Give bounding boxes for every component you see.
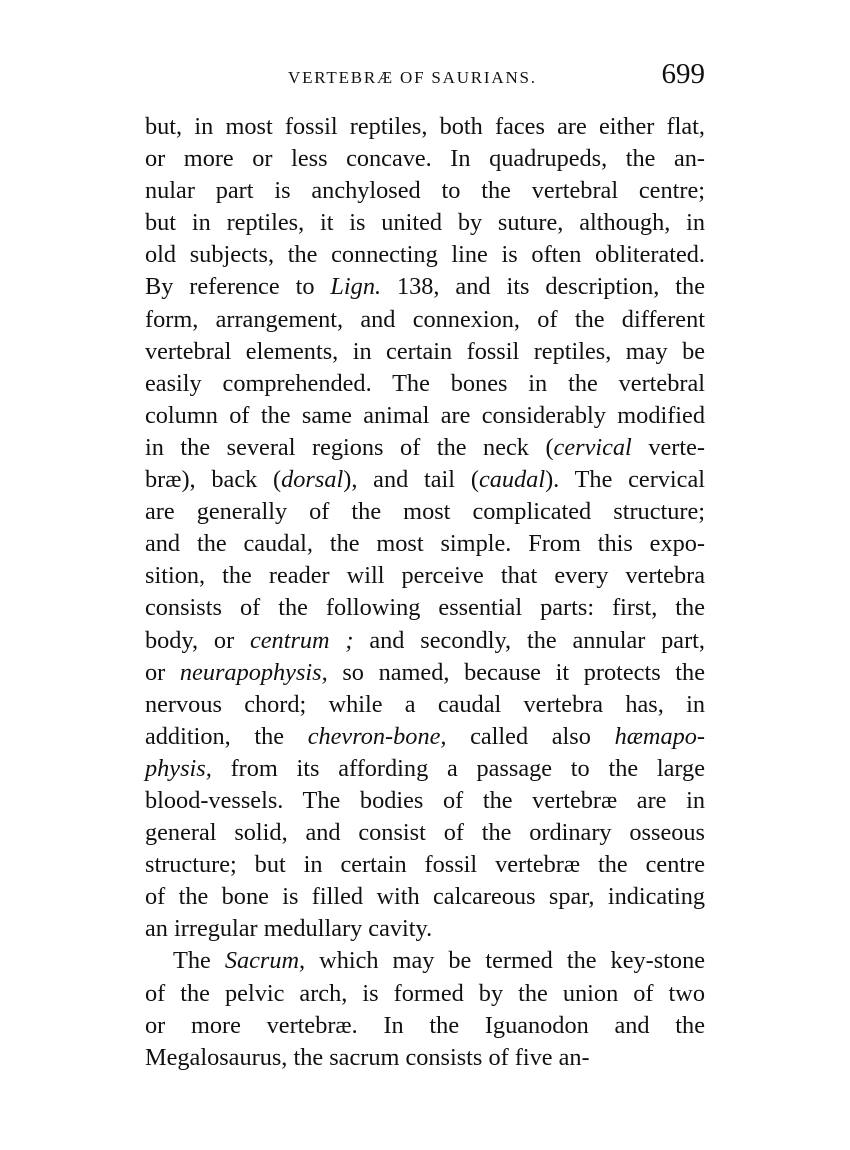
text-line [145,368,705,400]
text-line [145,592,705,624]
text-run: called also [446,722,615,750]
text-run: but, in most fossil reptiles, both faces are either flat, [145,113,705,140]
text-line [145,528,705,560]
text-run: or [145,658,180,686]
text-line [145,271,705,303]
text-line [145,304,705,336]
text-line [145,913,705,945]
text-run: general solid, and consist of the ordinary osseous [145,819,705,847]
running-title: VERTEBRÆ OF SAURIANS. [288,68,537,87]
text-run: The [173,947,225,975]
text-run: column of the same animal are considerably modified [145,401,705,429]
italic-term: cervical [553,433,632,461]
text-run: of the bone is filled with calcareous spar, indicating [145,883,705,911]
text-line [145,657,705,689]
italic-term: physis, [145,754,212,782]
text-run: and the caudal, the most simple. From this expo- [145,530,705,558]
italic-term: hæmapo- [614,722,705,750]
text-run: of the pelvic arch, is formed by the union of two [145,979,705,1007]
text-line [145,978,705,1010]
running-head [145,58,705,94]
text-line [145,207,705,239]
text-line [145,239,705,271]
text-run: which may be termed the key-stone [305,947,706,975]
text-run: so named, because it protects the [327,658,705,686]
paragraph-vertebrae-structure [145,111,705,945]
text-line [145,464,705,496]
text-run: or more or less concave. In quadrupeds, the an- [145,145,705,173]
text-line [145,336,705,368]
text-run: addition, the [145,722,308,750]
text-run: verte- [631,433,705,461]
text-line [145,945,705,977]
italic-term: neurapophysis, [179,658,328,686]
text-line [145,753,705,785]
page-number: 699 [661,58,705,90]
text-run: from its affording a passage to the large [211,754,705,782]
text-run: are generally of the most complicated structure; [145,498,705,526]
body-text [145,111,705,1074]
text-run: in the several regions of the neck ( [145,433,554,461]
text-run: ). The cervical [545,466,706,494]
text-run: old subjects, the connecting line is often obliterated. [145,241,705,269]
text-run: structure; but in certain fossil vertebræ the centre [145,851,705,879]
text-run: easily comprehended. The bones in the vertebral [145,369,705,397]
text-run: or more vertebræ. In the Iguanodon and the [145,1011,705,1039]
text-line [145,689,705,721]
text-line [145,881,705,913]
text-run: 138, and its description, the [381,273,705,301]
italic-term: Sacrum, [224,947,306,975]
italic-term: Lign. [330,273,382,301]
italic-term: centrum ; [249,626,354,654]
text-run: Megalosaurus, the sacrum consists of five an- [145,1043,590,1071]
text-line [145,625,705,657]
italic-term: chevron-bone, [307,722,447,750]
text-line [145,111,705,143]
text-run: vertebral elements, in certain fossil reptiles, may be [145,337,705,365]
text-run: By reference to [145,273,331,301]
text-line [145,496,705,528]
text-run: blood-vessels. The bodies of the vertebræ are in [145,786,705,814]
text-line [145,1042,705,1074]
text-line [145,400,705,432]
text-line [145,721,705,753]
text-line [145,785,705,817]
text-run: sition, the reader will perceive that every vertebra [145,562,705,590]
text-run: nervous chord; while a caudal vertebra has, in [145,690,705,718]
text-run: form, arrangement, and connexion, of the different [145,305,705,333]
italic-term: dorsal [281,466,344,494]
paragraph-sacrum [145,945,705,1073]
text-line [145,143,705,175]
text-run: nular part is anchylosed to the vertebral centre; [145,177,705,205]
text-line [145,1010,705,1042]
text-line [145,175,705,207]
text-line [145,817,705,849]
text-run: but in reptiles, it is united by suture, although, in [145,209,705,237]
text-run: and secondly, the annular part, [353,626,705,654]
text-run: body, or [145,626,250,654]
text-run: bræ), back ( [145,466,282,494]
italic-term: caudal [478,466,546,494]
text-run: an irregular medullary cavity. [145,915,433,943]
text-line [145,560,705,592]
text-run: consists of the following essential parts: first, the [145,594,705,622]
text-line [145,432,705,464]
text-run: ), and tail ( [343,466,479,494]
text-line [145,849,705,881]
